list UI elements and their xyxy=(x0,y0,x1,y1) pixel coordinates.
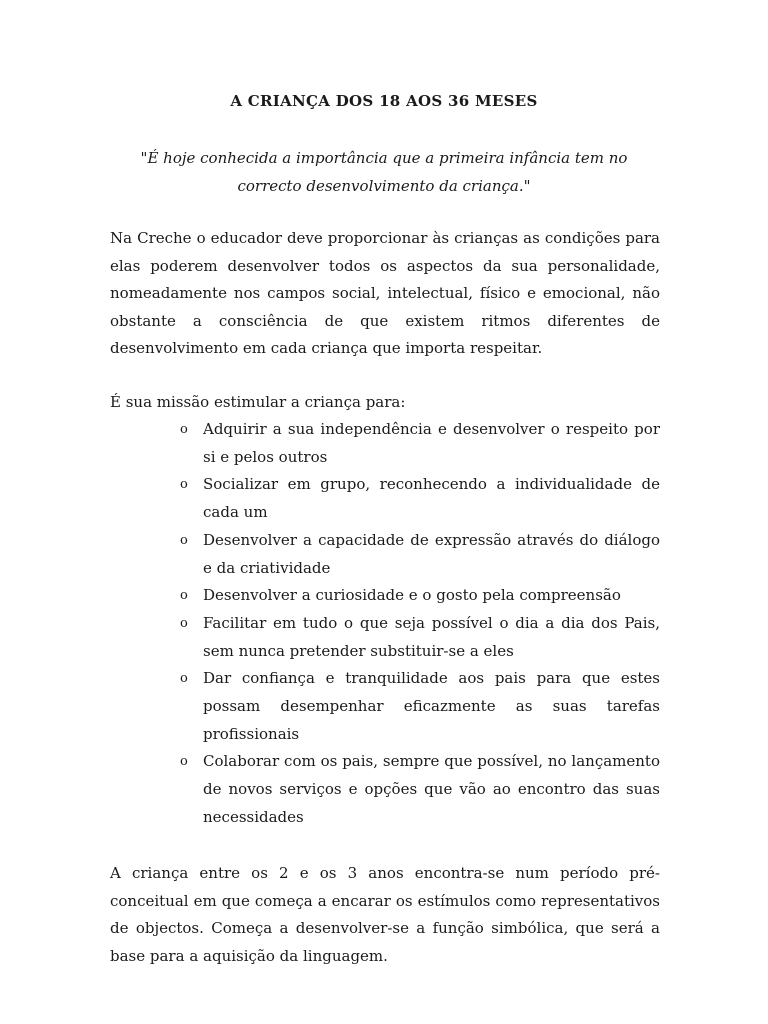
bullet-circle-icon: o xyxy=(180,615,188,631)
list-item-text: Adquirir a sua independência e desenvolver o respeito por si e pelos outros xyxy=(203,420,660,466)
list-item xyxy=(110,582,660,610)
list-item xyxy=(110,416,660,471)
list-item-text: Dar confiança e tranquilidade aos pais para que estes possam desempenhar eficazmente as suas tarefas profissionais xyxy=(203,669,660,743)
mission-list xyxy=(110,416,660,832)
bullet-circle-icon: o xyxy=(180,532,188,548)
list-item-text: Desenvolver a capacidade de expressão através do diálogo e da criatividade xyxy=(203,530,660,577)
list-item xyxy=(110,665,660,748)
list-item xyxy=(110,748,660,831)
list-item-text: Desenvolver a curiosidade e o gosto pela compreensão xyxy=(203,586,621,605)
list-item-text: Colaborar com os pais, sempre que possível, no lançamento de novos serviços e opções que vão ao encontro das suas necessidades xyxy=(203,752,660,826)
list-item xyxy=(110,610,660,665)
bullet-circle-icon: o xyxy=(180,588,188,604)
list-item xyxy=(110,471,660,526)
list-item xyxy=(110,527,660,582)
list-item-text: Socializar em grupo, reconhecendo a individualidade de cada um xyxy=(203,475,660,522)
bullet-circle-icon: o xyxy=(180,422,188,437)
epigraph-quote: "É hoje conhecida a importância que a primeira infância tem no correcto desenvolvimento da criança." xyxy=(140,149,628,195)
mission-lead: É sua missão estimular a criança para: xyxy=(110,393,406,411)
list-item-text: Facilitar em tudo o que seja possível o dia a dia dos Pais, sem nunca pretender substituir-se a eles xyxy=(203,613,660,660)
closing-paragraph: A criança entre os 2 e os 3 anos encontra-se num período pré-conceitual em que começa a encarar os estímulos como representativos de objectos. Começa a desenvolver-se a função simbólica, que será a base para a aquisição da linguagem. xyxy=(110,864,660,965)
bullet-circle-icon: o xyxy=(180,477,188,493)
intro-paragraph: Na Creche o educador deve proporcionar às crianças as condições para elas poderem desenvolver todos os aspectos da sua personalidade, nomeadamente nos campos social, intelectual, físico e emocional, não obstante a consciência de que existem ritmos diferentes de desenvolvimento em cada criança que importa respeitar. xyxy=(110,229,660,357)
bullet-circle-icon: o xyxy=(180,671,188,687)
document-title: A CRIANÇA DOS 18 AOS 36 MESES xyxy=(230,92,538,110)
bullet-circle-icon: o xyxy=(180,754,188,770)
